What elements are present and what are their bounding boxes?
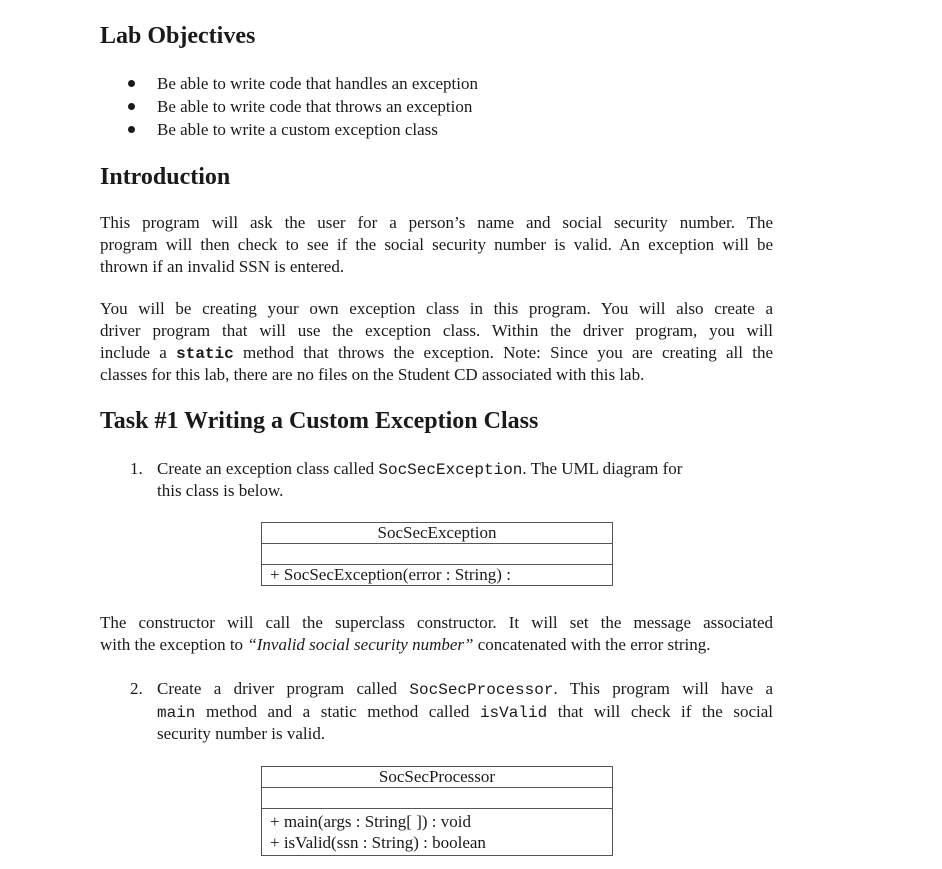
uml-methods <box>262 808 612 855</box>
static-keyword: static <box>176 345 234 363</box>
step1-number: 1. <box>130 459 143 478</box>
step2-post2: that will check if the social <box>547 702 773 721</box>
bullet-icon <box>128 80 135 87</box>
intro-p2-line1: You will be creating your own exception class in this program. You will also create a <box>100 299 773 318</box>
uml-class-name: SocSecException <box>377 523 497 542</box>
uml-method-isvalid: + isValid(ssn : String) : boolean <box>270 833 486 852</box>
constructor-post: concatenated with the error string. <box>473 635 711 654</box>
step2-number: 2. <box>130 679 143 698</box>
uml-socsecexception <box>261 522 613 586</box>
objective-item-2: Be able to write code that throws an exception <box>157 97 473 116</box>
step2-mid: method and a static method called <box>195 702 480 721</box>
objective-item-1: Be able to write code that handles an exception <box>157 74 478 93</box>
task1-heading: Task #1 Writing a Custom Exception Class <box>100 408 539 434</box>
uml-class-name: SocSecProcessor <box>378 767 496 786</box>
socsecexception-code: SocSecException <box>378 461 523 479</box>
socsecprocessor-code: SocSecProcessor <box>409 681 554 699</box>
step1-pre: Create an exception class called <box>157 459 379 478</box>
step2-post: . This program will have a <box>553 679 774 698</box>
intro-p1-line2: program will then check to see if the social security number is valid. An exception will be <box>100 235 773 254</box>
bullet-icon <box>128 103 135 110</box>
intro-p2-line3-pre: include a <box>100 343 177 362</box>
uml-attributes <box>262 543 612 564</box>
step1-line1 <box>157 458 682 481</box>
intro-p2-line2: driver program that will use the exception class. Within the driver program, you will <box>100 321 773 340</box>
intro-p2-line3-rest: method that throws the exception. Note: Since you are creating all the <box>233 343 773 362</box>
constructor-pre: with the exception to <box>100 635 248 654</box>
uml-attributes <box>262 787 612 808</box>
constructor-line2 <box>100 634 710 656</box>
objectives-heading: Lab Objectives <box>100 23 256 49</box>
intro-p1-line1: This program will ask the user for a person’s name and social security number. The <box>100 213 773 232</box>
step2-line1 <box>157 678 773 701</box>
step2-line2 <box>157 701 773 724</box>
step1-post: . The UML diagram for <box>522 459 683 478</box>
intro-p1-line3: thrown if an invalid SSN is entered. <box>100 257 345 276</box>
uml-method: + SocSecException(error : String) : <box>262 564 612 585</box>
step2-line3: security number is valid. <box>157 724 326 743</box>
constructor-line1: The constructor will call the superclass constructor. It will set the message associated <box>100 613 773 632</box>
step2-pre: Create a driver program called <box>157 679 410 698</box>
uml-socsecprocessor <box>261 766 613 856</box>
uml-method-main: + main(args : String[ ]) : void <box>270 812 471 831</box>
isvalid-code: isValid <box>479 704 548 722</box>
objective-item-3: Be able to write a custom exception class <box>157 120 438 139</box>
intro-p2-line3 <box>100 342 773 365</box>
main-code: main <box>157 704 196 722</box>
step1-line2: this class is below. <box>157 481 284 500</box>
invalid-ssn-message: “Invalid social security number” <box>247 635 474 654</box>
bullet-icon <box>128 126 135 133</box>
introduction-heading: Introduction <box>100 164 231 190</box>
intro-p2-line4: classes for this lab, there are no files on the Student CD associated with this lab. <box>100 365 645 384</box>
